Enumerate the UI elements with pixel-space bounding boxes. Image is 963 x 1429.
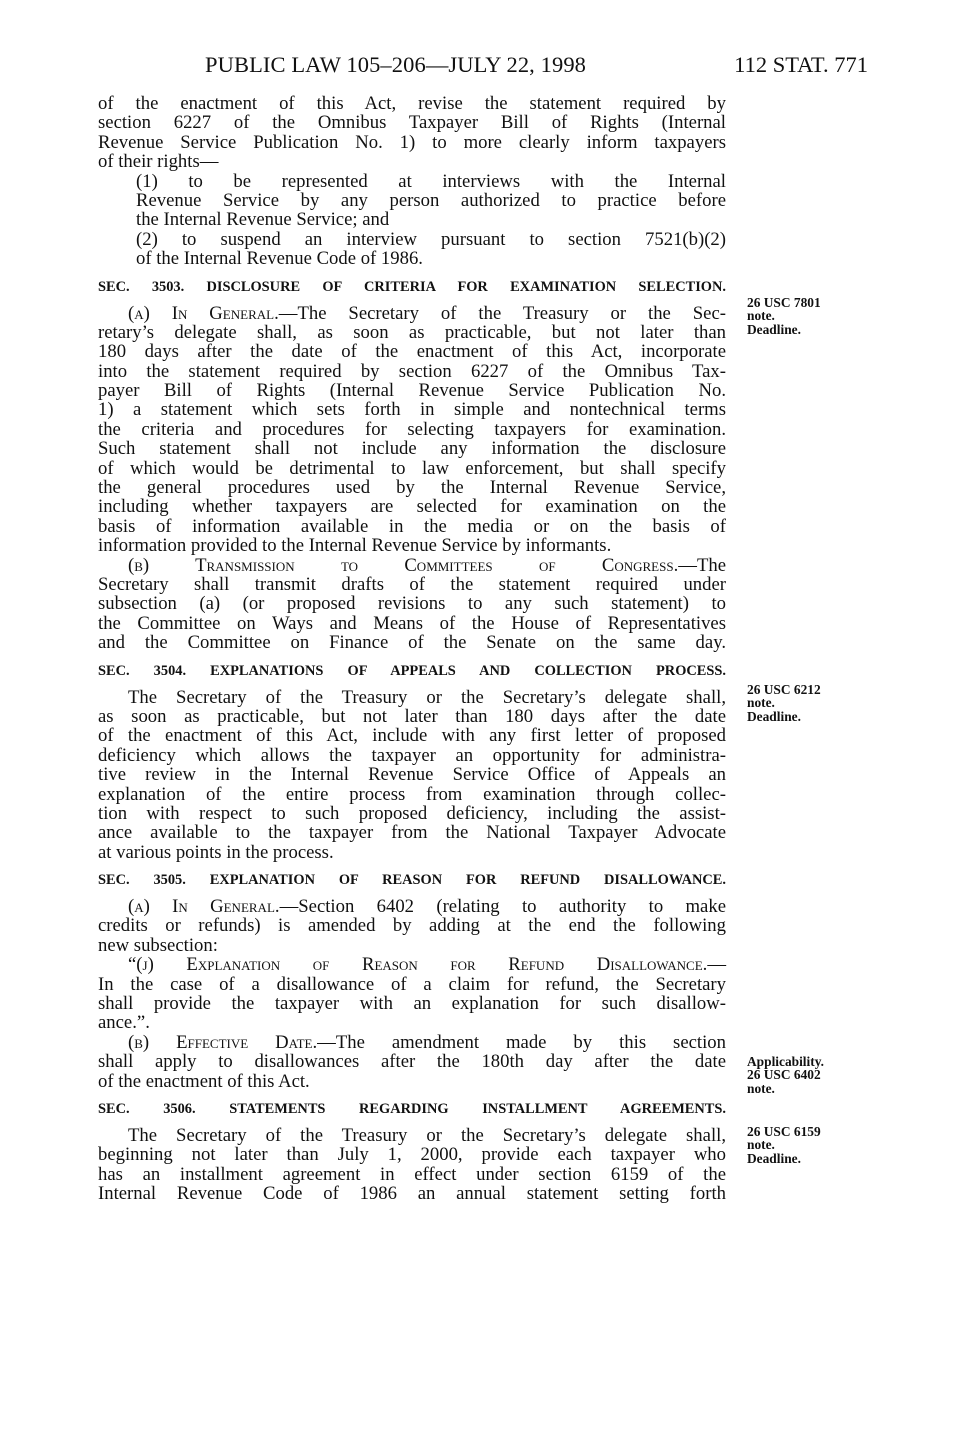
margin-note-3504 xyxy=(747,683,821,723)
text-line: and the Committee on Finance of the Senate on the same day. xyxy=(98,632,726,654)
amended-subsection-j xyxy=(98,955,726,1033)
section-3506-body xyxy=(98,1126,726,1204)
list-item-1 xyxy=(98,172,726,230)
text-line: of the enactment of this Act. xyxy=(98,1070,310,1092)
continuation-paragraph xyxy=(98,94,726,172)
text-line: of which would be detrimental to law enforcement, but shall specify xyxy=(98,457,726,479)
margin-note-3505 xyxy=(747,1055,824,1095)
margin-note-line: note. xyxy=(747,308,775,324)
text-line: Internal Revenue Code of 1986 an annual statement setting forth xyxy=(98,1183,726,1205)
text-line: The Secretary of the Treasury or the Secretary’s delegate shall, xyxy=(128,1124,726,1146)
section-3503-subsection-a xyxy=(98,304,726,556)
text-line: subsection (a) (or proposed revisions to any such statement) to xyxy=(98,593,726,615)
margin-note-line: 26 USC 6402 xyxy=(747,1067,821,1083)
text-line xyxy=(98,897,726,916)
margin-note-line: 26 USC 6159 xyxy=(747,1124,821,1139)
margin-note-line: Deadline. xyxy=(747,321,801,337)
margin-note-line: Applicability. xyxy=(747,1054,825,1069)
text-line: payer Bill of Rights (Internal Revenue Service Publication No. xyxy=(98,380,726,402)
margin-note-line: Deadline. xyxy=(747,1150,801,1166)
text-line: (1) to be represented at interviews with the Internal xyxy=(136,170,726,192)
text-line: The Secretary of the Treasury or the Secretary’s delegate shall, xyxy=(128,686,726,708)
text-line: ance available to the taxpayer from the National Taxpayer Advocate xyxy=(98,822,726,844)
margin-note-line: note. xyxy=(747,695,775,711)
running-title: PUBLIC LAW 105–206—JULY 22, 1998 xyxy=(205,52,587,77)
text-line: the Internal Revenue Service; and xyxy=(136,209,390,231)
text-line: has an installment agreement in effect under section 6159 of the xyxy=(98,1163,726,1185)
margin-note-line: 26 USC 6212 xyxy=(747,682,821,697)
subsection-text: —The Secretary of the Treasury or the Sec- xyxy=(278,302,726,324)
text-line: of their rights— xyxy=(98,151,219,173)
text-line xyxy=(98,1033,726,1052)
text-line: into the statement required by section 6227 of the Omnibus Tax- xyxy=(98,360,726,382)
section-3504-body xyxy=(98,688,726,863)
text-line: deficiency which allows the taxpayer an opportunity for administra- xyxy=(98,744,726,766)
text-line: information provided to the Internal Revenue Service by informants. xyxy=(98,535,612,557)
section-3505-subsection-b xyxy=(98,1033,726,1091)
text-line: Revenue Service by any person authorized to practice before xyxy=(136,189,726,211)
text-line: ance.”. xyxy=(98,1012,150,1034)
text-line: new subsection: xyxy=(98,934,218,956)
text-line: section 6227 of the Omnibus Taxpayer Bill of Rights (Internal xyxy=(98,112,726,134)
text-line: tive review in the Internal Revenue Service Office of Appeals an xyxy=(98,764,726,786)
text-line: shall apply to disallowances after the 180th day after the date xyxy=(98,1051,726,1073)
subsection-label: (b) Transmission to Committees of Congress. xyxy=(128,554,679,576)
margin-note-line: note. xyxy=(747,1080,775,1096)
margin-note-line: note. xyxy=(747,1137,775,1153)
text-line: In the case of a disallowance of a claim for refund, the Secretary xyxy=(98,973,726,995)
text-line: beginning not later than July 1, 2000, provide each taxpayer who xyxy=(98,1144,726,1166)
margin-note-3506 xyxy=(747,1125,821,1165)
subsection-label: (a) In General. xyxy=(128,896,280,918)
page-body xyxy=(98,94,726,1204)
text-line: explanation of the entire process from examination through collec- xyxy=(98,783,726,805)
text-line: Secretary shall transmit drafts of the statement required under xyxy=(98,573,726,595)
text-line: (2) to suspend an interview pursuant to section 7521(b)(2) xyxy=(136,228,726,250)
text-line: basis of information available in the media or on the basis of xyxy=(98,515,726,537)
subsection-label: (a) In General. xyxy=(128,302,279,324)
text-line: credits or refunds) is amended by adding at the end the following xyxy=(98,915,726,937)
stat-page-number: 112 STAT. 771 xyxy=(734,52,868,77)
text-line: 180 days after the date of the enactment of this Act, incorporate xyxy=(98,341,726,363)
page-header xyxy=(98,52,868,84)
section-heading-3505: SEC. 3505. EXPLANATION OF REASON FOR REFUND DISALLOWANCE. xyxy=(98,872,726,889)
text-line: the Committee on Ways and Means of the House of Representatives xyxy=(98,612,726,634)
text-line: the criteria and procedures for selecting taxpayers for examination. xyxy=(98,418,726,440)
margin-note-line: Deadline. xyxy=(747,708,801,724)
text-line: of the enactment of this Act, include with any first letter of proposed xyxy=(98,725,726,747)
subsection-text: —The xyxy=(678,554,726,576)
text-line: of the Internal Revenue Code of 1986. xyxy=(136,248,423,270)
section-heading-3504: SEC. 3504. EXPLANATIONS OF APPEALS AND COLLECTION PROCESS. xyxy=(98,662,726,679)
text-line: tion with respect to such proposed deficiency, including the assist- xyxy=(98,802,726,824)
list-item-2 xyxy=(98,230,726,269)
subsection-text: — xyxy=(707,954,726,976)
text-line: shall provide the taxpayer with an explanation for such disallow- xyxy=(98,993,726,1015)
text-line: including whether taxpayers are selected for examination on the xyxy=(98,496,726,518)
section-heading-3503: SEC. 3503. DISCLOSURE OF CRITERIA FOR EXAMINATION SELECTION. xyxy=(98,278,726,295)
section-heading-3506: SEC. 3506. STATEMENTS REGARDING INSTALLMENT AGREEMENTS. xyxy=(98,1100,726,1117)
subsection-text: —Section 6402 (relating to authority to make xyxy=(279,896,726,918)
section-3505-subsection-a xyxy=(98,897,726,955)
margin-note-3503 xyxy=(747,296,821,336)
text-line: retary’s delegate shall, as soon as practicable, but not later than xyxy=(98,321,726,343)
margin-note-line: 26 USC 7801 xyxy=(747,295,821,310)
text-line: as soon as practicable, but not later than 180 days after the date xyxy=(98,705,726,727)
text-line: 1) a statement which sets forth in simple and nontechnical terms xyxy=(98,399,726,421)
text-line xyxy=(98,556,726,575)
text-line: Such statement shall not include any information the disclosure xyxy=(98,438,726,460)
section-3503-subsection-b xyxy=(98,556,726,653)
text-line xyxy=(98,955,726,974)
subsection-text: —The amendment made by this section xyxy=(317,1031,726,1053)
text-line xyxy=(98,304,726,323)
subsection-label: “(j) Explanation of Reason for Refund Disallowance. xyxy=(128,954,708,976)
text-line: the general procedures used by the Internal Revenue Service, xyxy=(98,477,726,499)
subsection-label: (b) Effective Date. xyxy=(128,1031,318,1053)
text-line: Revenue Service Publication No. 1) to more clearly inform taxpayers xyxy=(98,131,726,153)
text-line: at various points in the process. xyxy=(98,841,334,863)
text-line: of the enactment of this Act, revise the statement required by xyxy=(98,93,726,114)
